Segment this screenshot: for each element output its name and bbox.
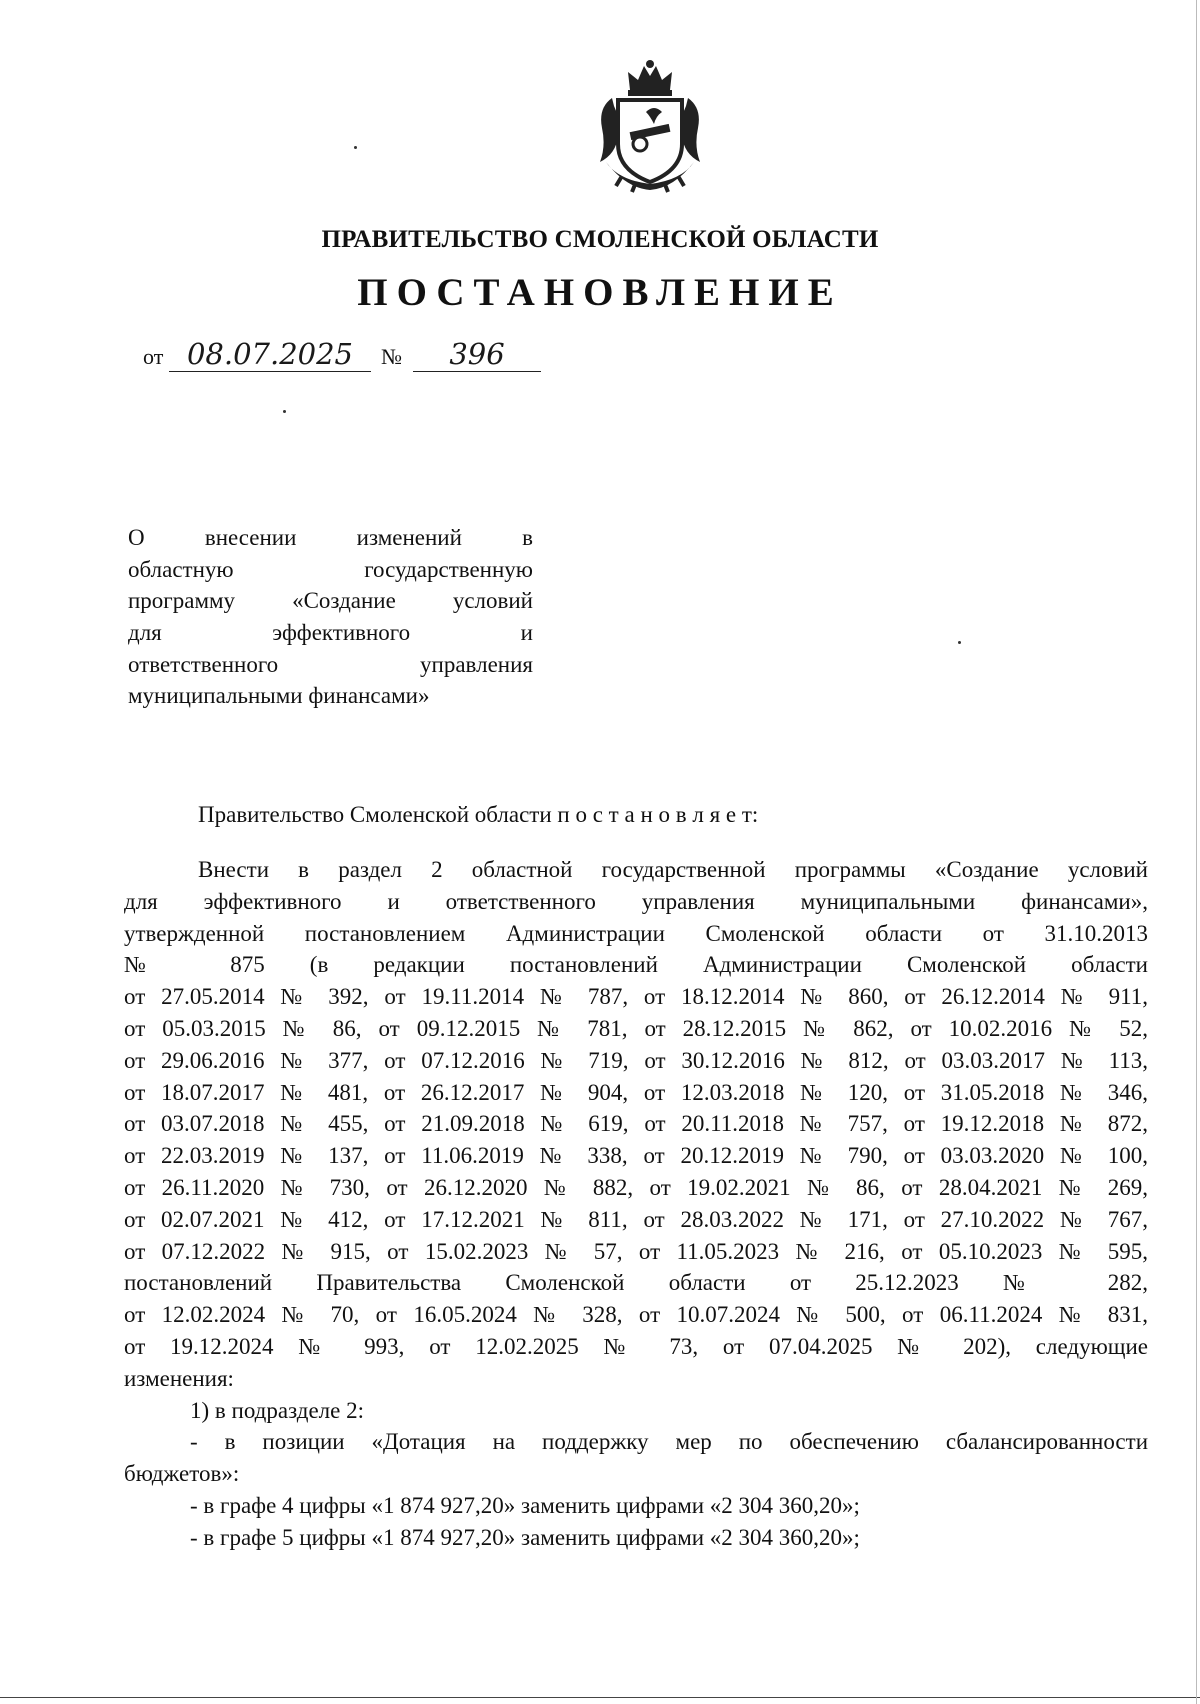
subject-line: областную государственную (128, 556, 533, 582)
body-line: для эффективного и ответственного управления муниципальными финансами», (124, 888, 1148, 914)
body-line: утвержденной постановлением Администрации Смоленской области от 31.10.2013 (124, 920, 1148, 946)
subject-line: муниципальными финансами» (128, 683, 430, 709)
body-line: от 26.11.2020 № 730, от 26.12.2020 № 882, от 19.02.2021 № 86, от 28.04.2021 № 269, (124, 1174, 1148, 1200)
document-subject (128, 522, 533, 712)
body-line: изменения: (124, 1365, 234, 1391)
body-line: от 12.02.2024 № 70, от 16.05.2024 № 328, от 10.07.2024 № 500, от 06.11.2024 № 831, (124, 1302, 1148, 1328)
body-line: от 02.07.2021 № 412, от 17.12.2021 № 811, от 28.03.2022 № 171, от 27.10.2022 № 767, (124, 1206, 1148, 1232)
body-line: постановлений Правительства Смоленской области от 25.12.2023 № 282, (124, 1270, 1148, 1296)
body-line: - в позиции «Дотация на поддержку мер по обеспечению сбалансированности (190, 1429, 1148, 1455)
date-prefix: от (143, 344, 164, 369)
coat-of-arms-emblem (592, 58, 708, 198)
body-line: от 19.12.2024 № 993, от 12.02.2025 № 73, от 07.04.2025 № 202), следующие (124, 1333, 1148, 1359)
subject-line: программу «Создание условий (128, 588, 533, 614)
subject-line: для эффективного и (128, 620, 533, 646)
organization-title: ПРАВИТЕЛЬСТВО СМОЛЕНСКОЙ ОБЛАСТИ (321, 226, 879, 253)
body-line: от 29.06.2016 № 377, от 07.12.2016 № 719, от 30.12.2016 № 812, от 03.03.2017 № 113, (124, 1047, 1148, 1073)
document-type-title: ПОСТАНОВЛЕНИЕ (357, 271, 843, 314)
document-body (124, 854, 1148, 1554)
subject-line: ответственного управления (128, 651, 533, 677)
handwritten-number: 396 (413, 337, 541, 372)
body-line: от 27.05.2014 № 392, от 19.11.2014 № 787, от 18.12.2014 № 860, от 26.12.2014 № 911, (124, 984, 1148, 1010)
body-line: № 875 (в редакции постановлений Администрации Смоленской области (124, 952, 1148, 978)
scan-edge-line (1196, 0, 1197, 1704)
scan-edge-line (0, 1697, 1200, 1698)
body-line: от 05.03.2015 № 86, от 09.12.2015 № 781, от 28.12.2015 № 862, от 10.02.2016 № 52, (124, 1015, 1148, 1041)
decree-statement: Правительство Смоленской области п о с т а н о в л я е т: (198, 802, 759, 827)
body-line: бюджетов»: (124, 1461, 240, 1487)
body-line: от 22.03.2019 № 137, от 11.06.2019 № 338, от 20.12.2019 № 790, от 03.03.2020 № 100, (124, 1143, 1148, 1169)
handwritten-date: 08.07.2025 (169, 337, 371, 372)
number-prefix: № (381, 344, 402, 369)
coat-of-arms-icon (592, 58, 708, 198)
body-line: от 07.12.2022 № 915, от 15.02.2023 № 57, от 11.05.2023 № 216, от 05.10.2023 № 595, (124, 1238, 1148, 1264)
body-line: 1) в подразделе 2: (190, 1397, 364, 1423)
scan-speck (958, 641, 961, 644)
body-line: от 03.07.2018 № 455, от 21.09.2018 № 619, от 20.11.2018 № 757, от 19.12.2018 № 872, (124, 1111, 1148, 1137)
subject-line: О внесении изменений в (128, 525, 533, 550)
date-number-line (143, 336, 603, 376)
body-line: - в графе 4 цифры «1 874 927,20» заменить цифрами «2 304 360,20»; (190, 1492, 860, 1518)
body-line: - в графе 5 цифры «1 874 927,20» заменить цифрами «2 304 360,20»; (190, 1524, 860, 1550)
body-line: от 18.07.2017 № 481, от 26.12.2017 № 904, от 12.03.2018 № 120, от 31.05.2018 № 346, (124, 1079, 1148, 1105)
scan-speck (283, 410, 286, 413)
body-line: Внести в раздел 2 областной государственной программы «Создание условий (198, 857, 1148, 882)
scan-speck (354, 146, 357, 149)
